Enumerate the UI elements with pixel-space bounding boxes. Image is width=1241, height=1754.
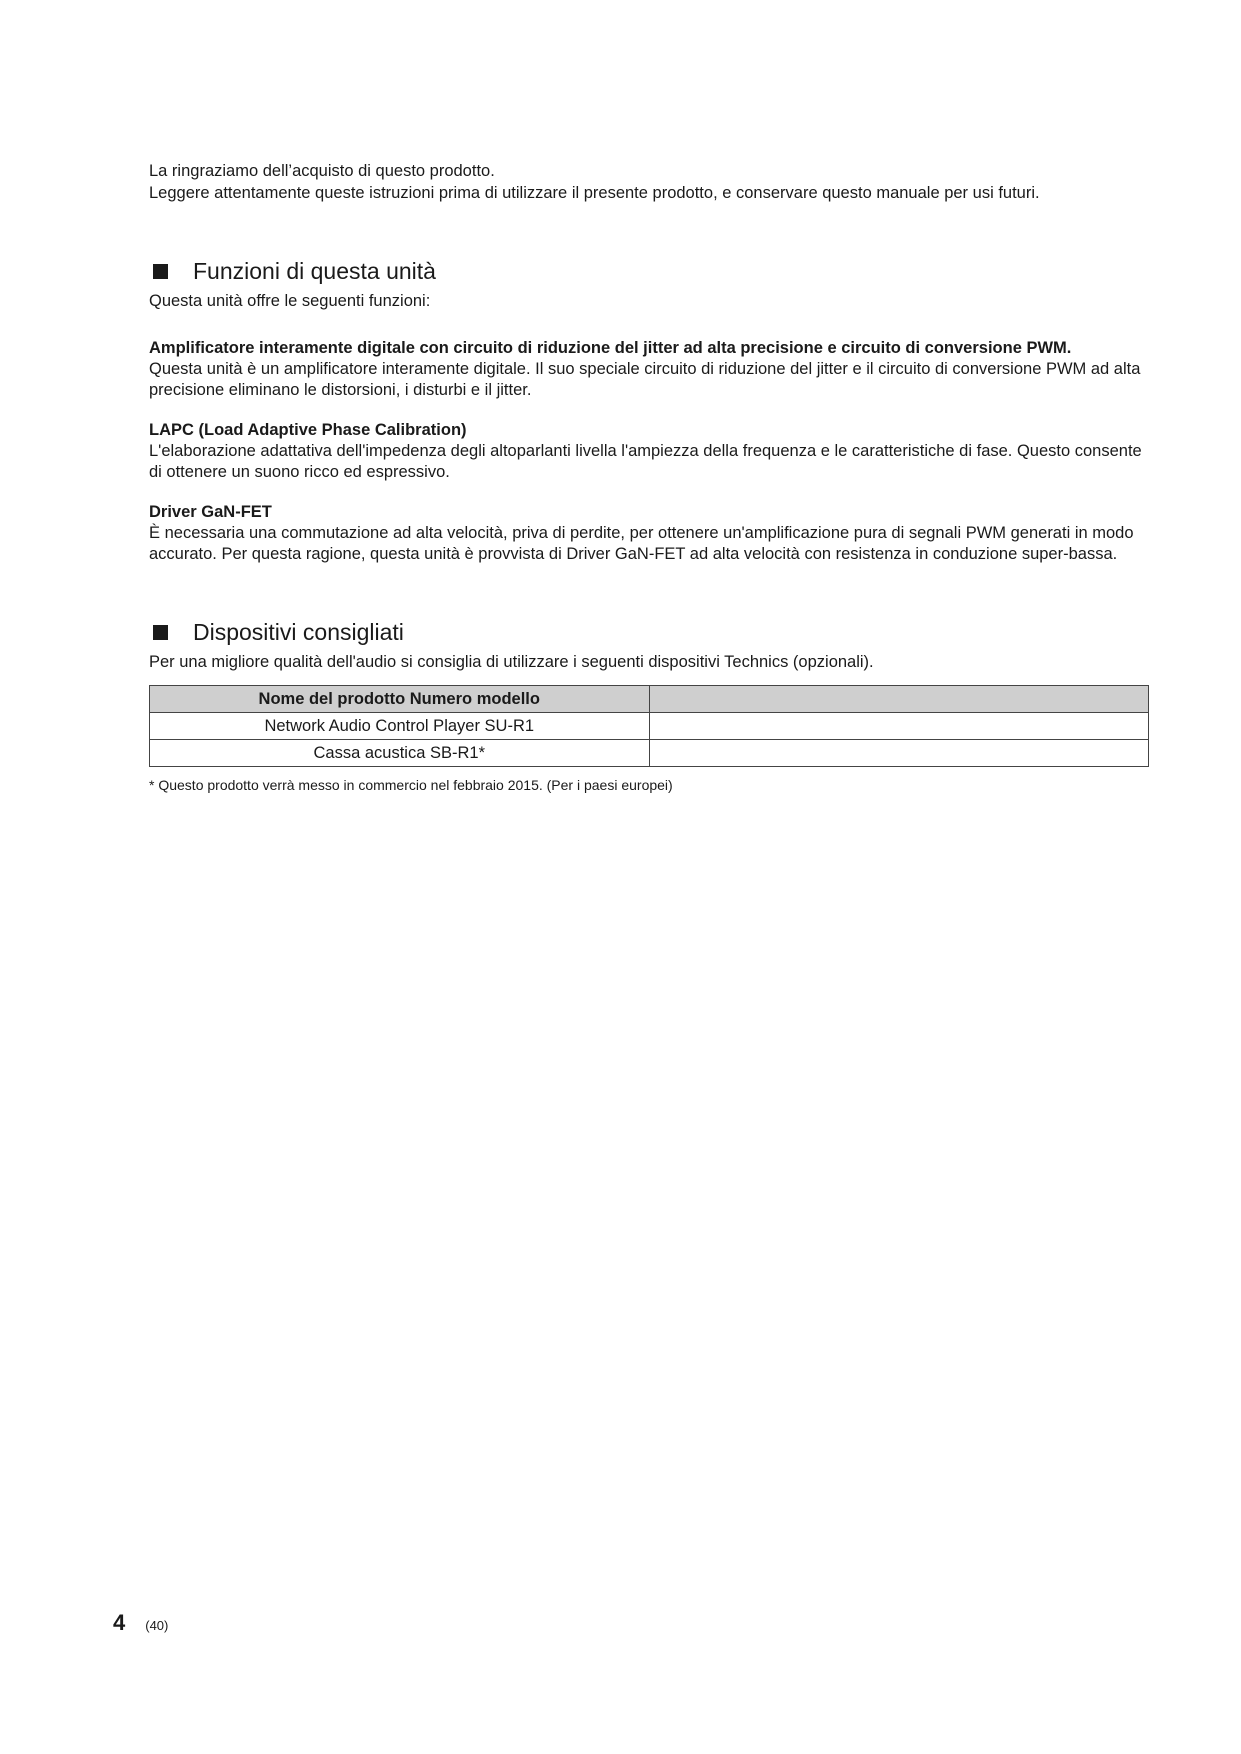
table-header-row bbox=[150, 686, 1149, 713]
section-devices bbox=[149, 617, 1149, 794]
page-number-secondary: (40) bbox=[145, 1618, 169, 1633]
feature-item bbox=[149, 502, 1149, 565]
table-cell: Cassa acustica SB-R1* bbox=[150, 740, 650, 767]
intro-line-1: La ringraziamo dell’acquisto di questo prodotto. bbox=[149, 162, 495, 180]
feature-title: Amplificatore interamente digitale con circuito di riduzione del jitter ad alta precisione e circuito di conversione PWM. bbox=[149, 339, 1072, 357]
table-row bbox=[150, 713, 1149, 740]
section-devices-heading bbox=[149, 617, 1149, 647]
feature-body: L'elaborazione adattativa dell'impedenza degli altoparlanti livella l'ampiezza della frequenza e le caratteristiche di fase. Questo consente di ottenere un suono ricco ed espressivo. bbox=[149, 442, 1142, 481]
feature-body: Questa unità è un amplificatore interamente digitale. Il suo speciale circuito di riduzione del jitter e il circuito di conversione PWM ad alta precisione eliminano le distorsioni, i disturbi e il jitter. bbox=[149, 360, 1141, 399]
table-cell bbox=[649, 740, 1149, 767]
feature-item bbox=[149, 338, 1149, 401]
products-table bbox=[149, 685, 1149, 767]
section-devices-lead: Per una migliore qualità dell'audio si consiglia di utilizzare i seguenti dispositivi Technics (opzionali). bbox=[149, 653, 874, 671]
page-number: 4 bbox=[113, 1610, 126, 1635]
square-bullet-icon bbox=[153, 625, 168, 640]
table-footnote: * Questo prodotto verrà messo in commercio nel febbraio 2015. (Per i paesi europei) bbox=[149, 777, 673, 793]
table-row bbox=[150, 740, 1149, 767]
table-header-cell: Nome del prodotto Numero modello bbox=[150, 686, 650, 713]
feature-item bbox=[149, 420, 1149, 483]
feature-title: LAPC (Load Adaptive Phase Calibration) bbox=[149, 421, 467, 439]
manual-page bbox=[149, 160, 1149, 794]
table-header-cell bbox=[649, 686, 1149, 713]
intro-line-2: Leggere attentamente queste istruzioni prima di utilizzare il presente prodotto, e conservare questo manuale per usi futuri. bbox=[149, 184, 1040, 202]
section-functions bbox=[149, 256, 1149, 565]
section-devices-title: Dispositivi consigliati bbox=[193, 619, 404, 645]
section-functions-title: Funzioni di questa unità bbox=[193, 258, 436, 284]
square-bullet-icon bbox=[153, 264, 168, 279]
feature-title: Driver GaN-FET bbox=[149, 503, 272, 521]
section-functions-heading bbox=[149, 256, 1149, 286]
table-cell: Network Audio Control Player SU-R1 bbox=[150, 713, 650, 740]
table-cell bbox=[649, 713, 1149, 740]
section-functions-lead: Questa unità offre le seguenti funzioni: bbox=[149, 292, 431, 310]
intro-block bbox=[149, 160, 1149, 204]
page-footer bbox=[113, 1610, 168, 1636]
feature-body: È necessaria una commutazione ad alta velocità, priva di perdite, per ottenere un'amplificazione pura di segnali PWM generati in modo accurato. Per questa ragione, questa unità è provvista di Driver GaN-FET ad alta velocità con resistenza in conduzione super-bassa. bbox=[149, 524, 1134, 563]
